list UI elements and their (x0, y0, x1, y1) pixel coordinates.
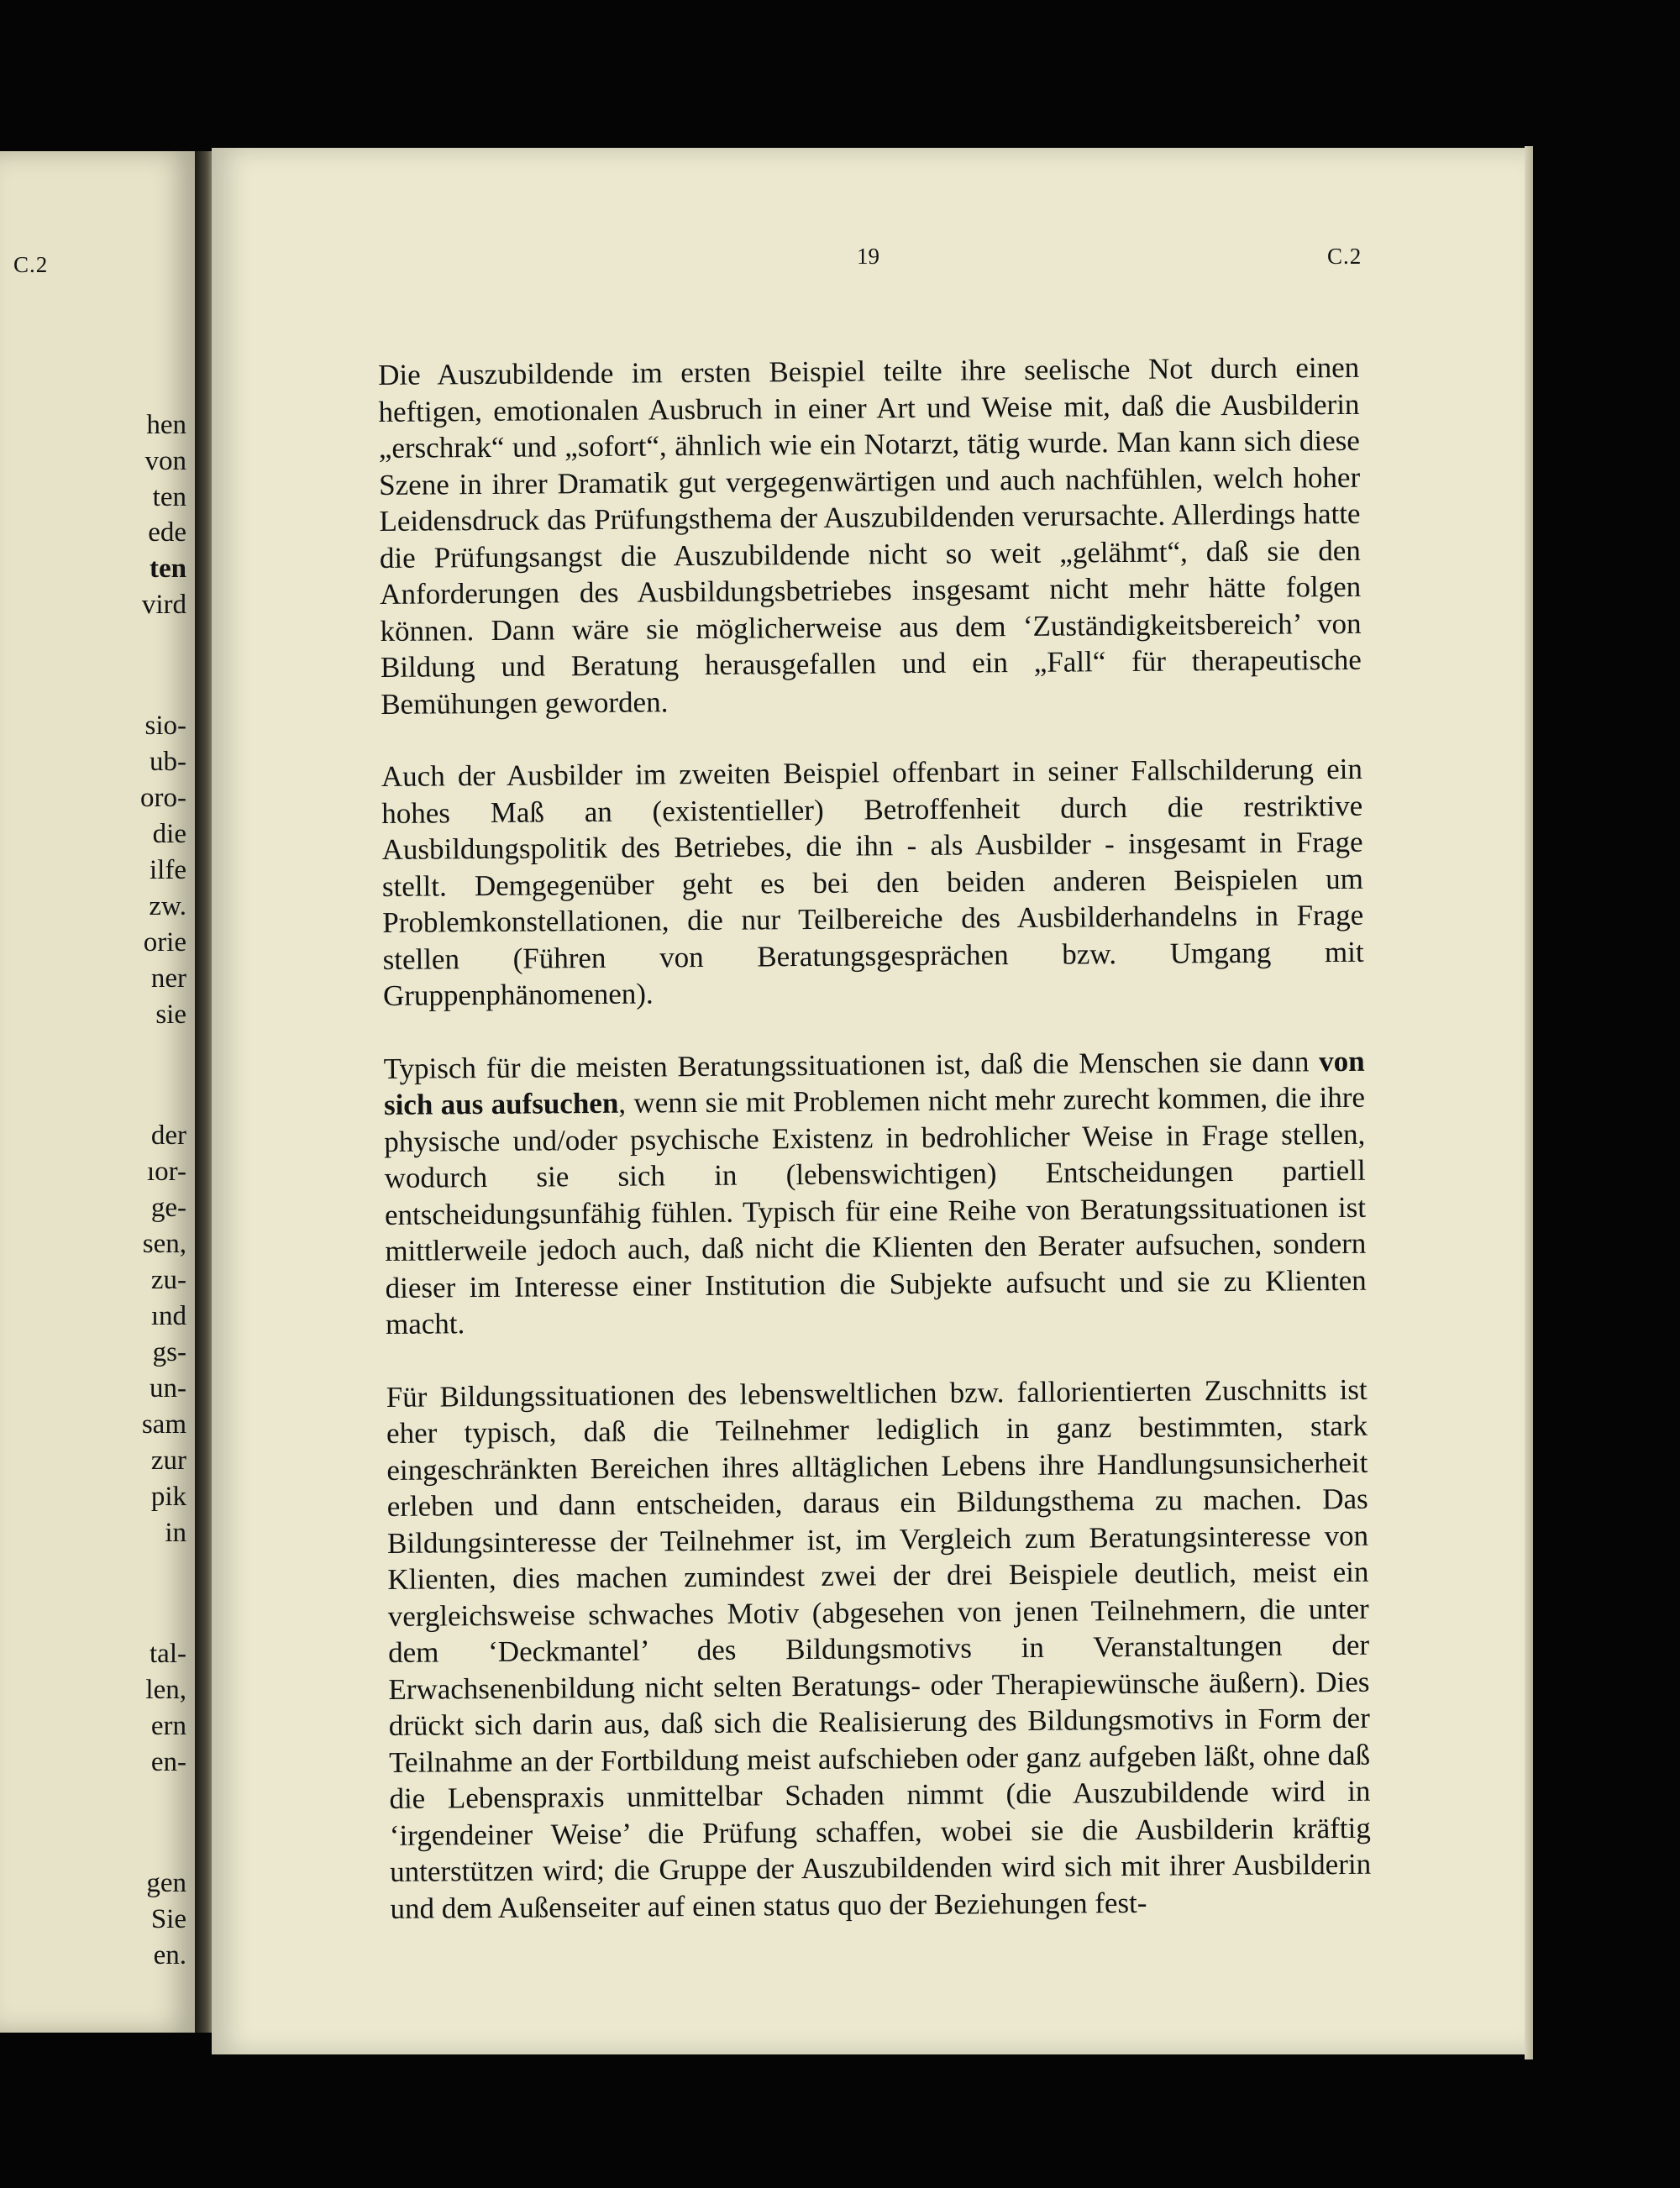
left-line-fragment: sen, (142, 1229, 186, 1259)
page-edge (1525, 146, 1533, 2059)
left-line-fragment: ilfe (150, 855, 186, 885)
paragraph-3-start: Typisch für die meisten Beratungssituationen ist, daß die Menschen sie dann (383, 1044, 1320, 1085)
section-code: C.2 (1327, 244, 1362, 269)
left-line-fragment: ge- (150, 1193, 186, 1223)
left-line-fragment: ub- (150, 747, 186, 777)
left-line-fragment: en- (150, 1747, 186, 1777)
paragraph-2: Auch der Ausbilder im zweiten Beispiel offenbart in seiner Fallschilderung ein hohes Maß an (existentieller) Betroffenheit durch die restriktive Ausbildungspolitik des Betriebes, die ihn - als Ausbilder - insgesamt in Frage stellt. Demgegenüber geht es bei den beiden anderen Beispielen um Problemkonstellationen, die nur Teilbereiche des Ausbilderhandelns in Frage stellen (Führen von Beratungsgesprächen bzw. Umgang mit Gruppenphänomenen). (381, 752, 1364, 1012)
left-line-fragment: pik (150, 1482, 186, 1512)
paragraph-3-emphasis: von sich aus aufsuchen (383, 1044, 1365, 1121)
left-line-fragment: hen (146, 410, 186, 440)
left-line-fragment: in (165, 1518, 186, 1548)
left-line-fragment: die (152, 819, 186, 849)
paragraph-3 (383, 1042, 1367, 1342)
left-line-fragment: von (144, 446, 186, 476)
left-line-fragment: orie (143, 927, 186, 958)
left-line-fragment: zu- (150, 1265, 186, 1295)
left-facing-page (0, 151, 195, 2033)
left-line-fragment: vird (141, 590, 186, 620)
left-line-fragment: sam (141, 1409, 186, 1440)
left-line-fragment: der (150, 1120, 186, 1151)
left-line-fragment: gs- (152, 1337, 186, 1367)
left-line-fragment: ede (148, 517, 186, 548)
left-line-fragment: oro- (140, 783, 186, 813)
book-spine (195, 151, 213, 2033)
paragraph-3-end: , wenn sie mit Problemen nicht mehr zurecht kommen, die ihre physische und/oder psychische Existenz in bedrohlicher Weise in Frage stellen, wodurch sie sich in (lebenswichtigen) Entscheidungen partiell entscheidungsunfähig fühlen. Typisch für eine Reihe von Beratungssituationen ist mittlerweile jedoch auch, daß nicht die Klienten den Berater aufsuchen, sondern dieser im Interesse einer Institution die Subjekte aufsucht und sie zu Klienten macht. (384, 1080, 1367, 1341)
paragraph-4: Für Bildungssituationen des lebensweltlichen bzw. fallorientierten Zuschnitts ist eher typisch, daß die Teilnehmer lediglich in ganz bestimmten, stark eingeschränkten Bereichen ihres alltäglichen Lebens ihre Handlungsunsicherheit erleben und dann entscheiden, daraus ein Bildungsthema zu machen. Das Bildungsinteresse der Teilnehmer ist, im Vergleich zum Beratungsinteresse von Klienten, dies machen zumindest zwei der drei Beispiele deutlich, meist ein vergleichsweise schwaches Motiv (abgesehen von jenen Teilnehmern, die unter dem ‘Deckmantel’ des Bildungsmotivs in Veranstaltungen der Erwachsenenbildung nicht selten Beratungs- oder Therapiewünsche äußern). Dies drückt sich darin aus, daß sich die Realisierung des Bildungsmotivs in Form der Teilnahme an der Fortbildung meist aufschieben oder ganz aufgeben läßt, ohne daß die Lebenspraxis unmittelbar Schaden nimmt (die Auszubildende wird in ‘irgendeiner Weise’ die Prüfung schaffen, wobei sie die Ausbilderin kräftig unterstützen wird; die Gruppe der Auszubildenden wird sich mit ihrer Ausbilderin und dem Außenseiter auf einen status quo der Beziehungen fest- (386, 1372, 1372, 1925)
left-line-fragment: en. (153, 1940, 186, 1970)
left-line-fragment: ten (150, 554, 186, 584)
left-line-fragment: ınd (150, 1301, 186, 1331)
left-line-fragment: len, (145, 1675, 186, 1705)
left-page-header: C.2 (13, 252, 49, 277)
left-line-fragment: sio- (144, 711, 186, 741)
left-line-fragment: Sie (150, 1904, 186, 1934)
left-line-fragment: sie (155, 1000, 186, 1030)
paragraph-1: Die Auszubildende im ersten Beispiel teilte ihre seelische Not durch einen heftigen, emotionalen Ausbruch in einer Art und Weise mit, daß die Ausbilderin „erschrak“ und „sofort“, ähnlich wie ein Notarzt, tätig wurde. Man kann sich diese Szene in ihrer Dramatik gut vergegenwärtigen und auch nachfühlen, welch hoher Leidensdruck das Prüfungsthema der Auszubildenden verursachte. Allerdings hatte die Prüfungsangst die Auszubildende nicht so weit „gelähmt“, daß sie den Anforderungen des Ausbildungsbetriebes insgesamt nicht mehr hätte folgen können. Dann wäre sie möglicherweise aus dem ‘Zuständigkeitsbereich’ von Bildung und Beratung herausgefallen und ein „Fall“ für therapeutische Bemühungen geworden. (378, 350, 1362, 721)
left-line-fragment: gen (146, 1868, 186, 1898)
left-line-fragment: ıor- (147, 1157, 186, 1187)
left-line-fragment: zur (150, 1446, 186, 1476)
left-line-fragment: zw. (149, 891, 186, 921)
left-line-fragment: tal- (150, 1639, 186, 1669)
left-line-fragment: ten (152, 482, 186, 512)
left-line-fragment: un- (150, 1373, 186, 1404)
left-line-fragment: ner (150, 963, 186, 994)
body-text (378, 349, 1372, 1927)
left-line-fragment: ern (150, 1711, 186, 1741)
page-number: 19 (857, 244, 879, 269)
